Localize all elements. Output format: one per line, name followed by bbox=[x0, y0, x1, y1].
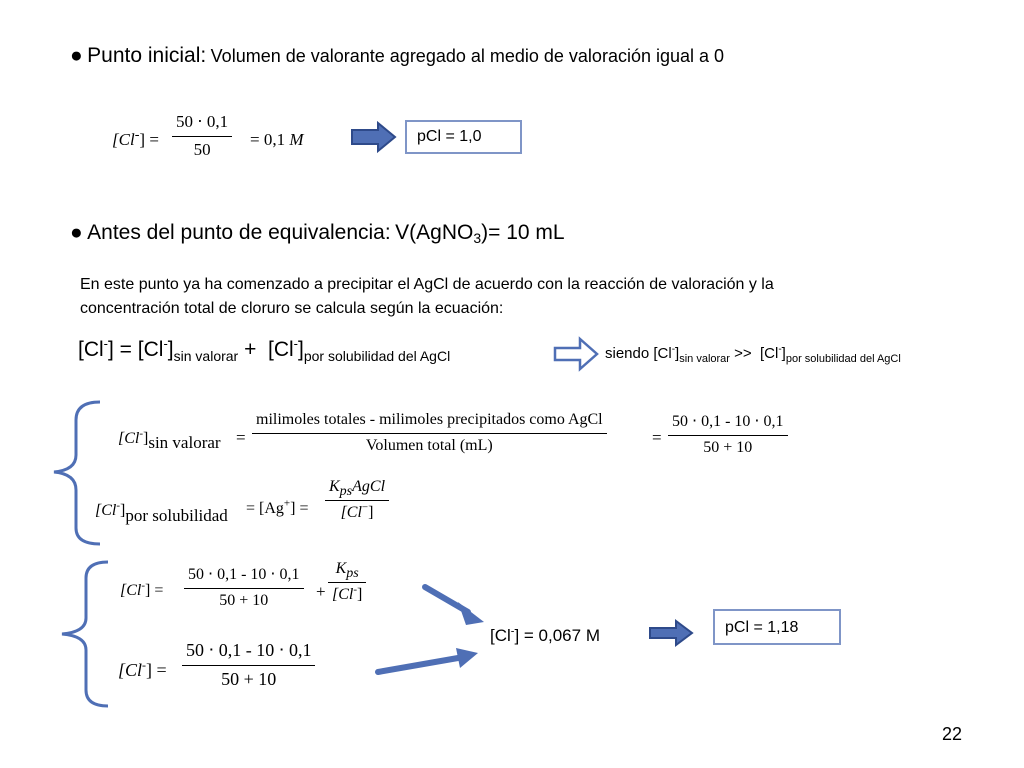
eq-full-num2-sub: ps bbox=[346, 566, 359, 582]
eq-sol-den-close: ] bbox=[368, 504, 374, 521]
eq-full-den2: [Cl bbox=[332, 586, 354, 603]
eq-approx-numerator: 50 ⋅ 0,1 - 10 ⋅ 0,1 bbox=[186, 640, 312, 660]
eq-sv-equals: = bbox=[236, 428, 246, 447]
arrow-icon bbox=[425, 587, 484, 625]
main-equation bbox=[78, 336, 451, 365]
section2-text: V(AgNO bbox=[395, 221, 474, 244]
page-number: 22 bbox=[942, 724, 963, 744]
main-eq-sup: - bbox=[103, 336, 109, 351]
eq-full-plus: + bbox=[316, 582, 326, 601]
eq1-numerator: 50 ⋅ 0,1 bbox=[176, 112, 229, 131]
eq-approx-sup: - bbox=[142, 658, 147, 672]
eq-sv-sub: sin valorar bbox=[148, 433, 221, 452]
main-eq-part: [Cl bbox=[78, 338, 104, 361]
result-box-pcl-final bbox=[713, 609, 841, 645]
left-brace-icon bbox=[62, 562, 108, 706]
eq-full-lhs: [Cl bbox=[120, 582, 142, 599]
eq-sv-numerator: milimoles totales - milimoles precipitados como AgCl bbox=[256, 411, 603, 428]
section1-heading bbox=[70, 44, 724, 68]
eq-sol-fraction bbox=[325, 478, 389, 522]
eq-sol-mid: = [Ag bbox=[246, 500, 284, 517]
eq1-lhs-close: ] = bbox=[139, 130, 159, 149]
eq-sv-denominator: Volumen total (mL) bbox=[365, 437, 493, 454]
eq-approx-denominator: 50 + 10 bbox=[221, 669, 277, 689]
main-eq-sup: - bbox=[163, 336, 168, 351]
eq-full-numerator: 50 ⋅ 0,1 - 10 ⋅ 0,1 bbox=[188, 566, 300, 583]
eq-approx-fraction bbox=[182, 640, 315, 690]
result-box-pcl-initial bbox=[405, 120, 522, 154]
eq-sol-den: [Cl bbox=[340, 504, 362, 521]
eq1-denominator: 50 bbox=[193, 140, 211, 159]
eq-sv-lhs: [Cl bbox=[118, 430, 140, 447]
main-eq-sub: por solubilidad del AgCl bbox=[303, 348, 451, 365]
right-arrow-icon bbox=[555, 339, 597, 369]
main-eq-sub: sin valorar bbox=[173, 348, 239, 365]
paragraph-line1: En este punto ya ha comenzado a precipitar el AgCl de acuerdo con la reacción de valoración y la bbox=[80, 276, 774, 293]
result1-text: pCl = 1,0 bbox=[417, 128, 482, 145]
section1-title: Punto inicial: bbox=[87, 44, 207, 67]
eq-sol-close: ] bbox=[120, 502, 126, 519]
section2-title: Antes del punto de equivalencia: bbox=[87, 221, 391, 244]
siendo-part: ] bbox=[781, 345, 786, 362]
eq1-lhs-sup: - bbox=[134, 126, 140, 143]
siendo-part: >> [Cl bbox=[729, 345, 779, 362]
eq-full-num2: K bbox=[335, 560, 347, 577]
result2-text: pCl = 1,18 bbox=[725, 619, 799, 636]
siendo-part: siendo [Cl bbox=[605, 345, 672, 362]
eq-approx-close: ] = bbox=[146, 660, 167, 680]
result-conc-part: ] = 0,067 M bbox=[514, 626, 600, 645]
eq1-lhs: [Cl bbox=[112, 130, 135, 149]
right-arrow-icon bbox=[650, 621, 692, 645]
eq-full-den2-close: ] bbox=[357, 586, 363, 603]
eq-full-close: ] = bbox=[145, 582, 164, 599]
siendo-sup: - bbox=[671, 344, 676, 355]
result-concentration bbox=[490, 626, 600, 646]
eq-sol-num-tail: AgCl bbox=[352, 478, 386, 495]
eq-sv-fraction2 bbox=[668, 411, 788, 457]
eq-sv-numerator2: 50 ⋅ 0,1 - 10 ⋅ 0,1 bbox=[672, 413, 784, 430]
siendo-sub: sin valorar bbox=[679, 353, 730, 365]
result-conc-sup: - bbox=[510, 625, 515, 638]
eq-full-sup: - bbox=[141, 579, 146, 592]
left-brace-icon bbox=[54, 402, 100, 544]
main-eq-part: ] bbox=[298, 338, 304, 361]
main-eq-part: ] bbox=[167, 338, 174, 361]
siendo-sub: por solubilidad del AgCl bbox=[785, 353, 901, 365]
eq-sol-mid-close: ] = bbox=[290, 500, 309, 517]
eq-sol-den-sup: − bbox=[361, 501, 369, 514]
eq-sol-num-sub: ps bbox=[339, 484, 353, 500]
eq-sv-denominator2: 50 + 10 bbox=[703, 439, 753, 456]
main-eq-part: ] = [Cl bbox=[108, 338, 164, 361]
eq-full-denominator: 50 + 10 bbox=[219, 592, 269, 609]
eq-full-den2-sup: - bbox=[353, 583, 358, 596]
eq1-rhs: = 0,1 bbox=[250, 130, 286, 149]
arrow-icon bbox=[378, 648, 478, 672]
eq-sol-lhs: [Cl bbox=[95, 502, 117, 519]
paragraph-line2: concentración total de cloruro se calcula según la ecuación: bbox=[80, 300, 504, 317]
eq-sv-close: ] bbox=[143, 430, 149, 447]
main-eq-part: + [Cl bbox=[238, 338, 294, 361]
siendo-part: ] bbox=[675, 345, 680, 362]
eq-full-fraction bbox=[184, 564, 304, 610]
eq-sol-num: K bbox=[329, 478, 340, 495]
eq-sv-fraction bbox=[252, 411, 607, 455]
eq-sol-mid-sup: + bbox=[283, 497, 291, 510]
bullet: ● bbox=[70, 221, 83, 244]
eq-sv-sup: - bbox=[139, 427, 144, 440]
section2-sub: 3 bbox=[473, 230, 482, 247]
eq-full-fraction2 bbox=[328, 560, 366, 604]
eq-sol-sub: por solubilidad bbox=[125, 506, 228, 525]
section2-text-b: )= 10 mL bbox=[481, 221, 565, 244]
eq-sol-sup: - bbox=[116, 499, 121, 512]
eq-approx-lhs: [Cl bbox=[118, 660, 143, 680]
siendo-text bbox=[605, 344, 901, 365]
result-conc-part: [Cl bbox=[490, 626, 511, 645]
siendo-sup: - bbox=[778, 344, 782, 355]
eq1-unit: M bbox=[289, 130, 304, 149]
eq-sv-equals2: = bbox=[652, 428, 662, 447]
eq1-fraction bbox=[172, 112, 232, 160]
section2-heading bbox=[70, 221, 565, 245]
bullet: ● bbox=[70, 44, 83, 67]
right-arrow-icon bbox=[352, 123, 395, 151]
main-eq-sup: - bbox=[293, 336, 299, 351]
section1-text: Volumen de valorante agregado al medio de valoración igual a 0 bbox=[210, 46, 725, 66]
